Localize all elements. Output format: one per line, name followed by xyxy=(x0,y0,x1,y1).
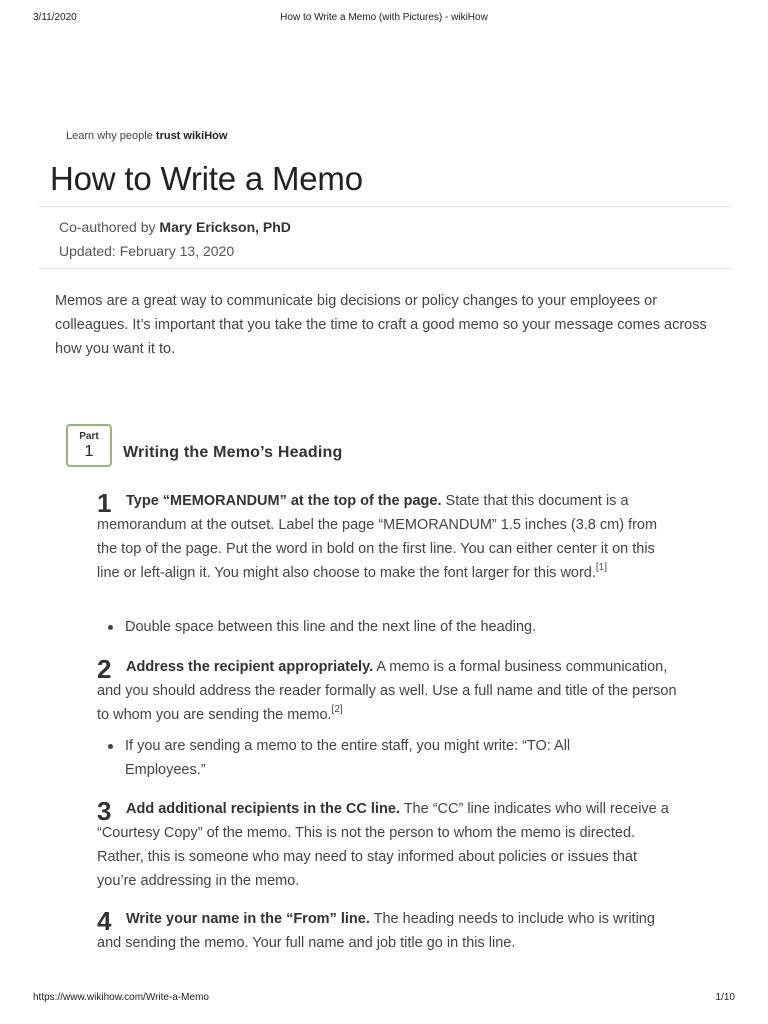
step-number: 3 xyxy=(97,796,112,826)
step-heading: Type “MEMORANDUM” at the top of the page. xyxy=(126,493,442,509)
step-number: 2 xyxy=(97,654,112,684)
reference-link[interactable]: [1] xyxy=(595,562,608,573)
print-date: 3/11/2020 xyxy=(33,12,77,23)
step-text: The “CC” line indicates who will receive a “Courtesy Copy” of the memo. This is not the person to whom the memo is directed. Rather, this is someone who may need to stay informed about policies or issues that you’re addressing in the memo. xyxy=(97,801,669,889)
step-2 xyxy=(97,655,677,727)
step-1 xyxy=(97,489,677,585)
step-body xyxy=(97,797,677,893)
trust-prefix: Learn why people xyxy=(66,130,153,142)
step-text: State that this document is a memorandum at the outset. Label the page “MEMORANDUM” 1.5 inches (3.8 cm) from the top of the page. Put the word in bold on the first line. You can either center it on this line or left-align it. You might also choose to make the font larger for this word. xyxy=(97,493,658,581)
step-3 xyxy=(97,797,677,893)
print-page-count: 1/10 xyxy=(715,992,735,1003)
step-4 xyxy=(97,907,677,955)
coauthored-prefix: Co-authored by xyxy=(59,219,156,235)
reference-link[interactable]: [2] xyxy=(331,704,343,715)
updated-date: Updated: February 13, 2020 xyxy=(59,243,235,259)
trust-line xyxy=(66,130,227,142)
step-heading: Address the recipient appropriately. xyxy=(126,659,374,675)
byline xyxy=(59,219,291,235)
print-page-title: How to Write a Memo (with Pictures) - wikiHow xyxy=(280,12,488,23)
step-body xyxy=(97,489,677,585)
step-heading: Add additional recipients in the CC line. xyxy=(126,801,400,817)
step-body xyxy=(97,655,677,727)
part-label: Part xyxy=(79,431,99,442)
step-1-bullet: Double space between this line and the next line of the heading. xyxy=(125,615,665,639)
divider xyxy=(38,206,733,207)
part-badge xyxy=(66,424,112,467)
step-number: 1 xyxy=(97,488,112,518)
step-text: A memo is a formal business communication, and you should address the reader formally as well. Use a full name and title of the person to whom you are sending the memo. xyxy=(97,659,677,723)
article-intro: Memos are a great way to communicate big decisions or policy changes to your employees or colleagues. It’s important that you take the time to craft a good memo so your message comes across how you want it to. xyxy=(55,293,707,357)
author-link[interactable]: Mary Erickson, PhD xyxy=(159,219,291,235)
part-title: Writing the Memo’s Heading xyxy=(123,444,343,461)
step-heading: Write your name in the “From” line. xyxy=(126,911,370,927)
part-number: 1 xyxy=(84,443,94,460)
step-number: 4 xyxy=(97,906,112,936)
divider xyxy=(38,268,733,269)
step-text: The heading needs to include who is writing and sending the memo. Your full name and job title go in this line. xyxy=(97,911,655,951)
step-2-bullet: If you are sending a memo to the entire staff, you might write: “TO: All Employees.” xyxy=(125,734,635,782)
step-body xyxy=(97,907,677,955)
article-title: How to Write a Memo xyxy=(50,160,363,197)
trust-wikihow-link[interactable]: trust wikiHow xyxy=(155,130,228,142)
print-url: https://www.wikihow.com/Write-a-Memo xyxy=(33,992,209,1003)
